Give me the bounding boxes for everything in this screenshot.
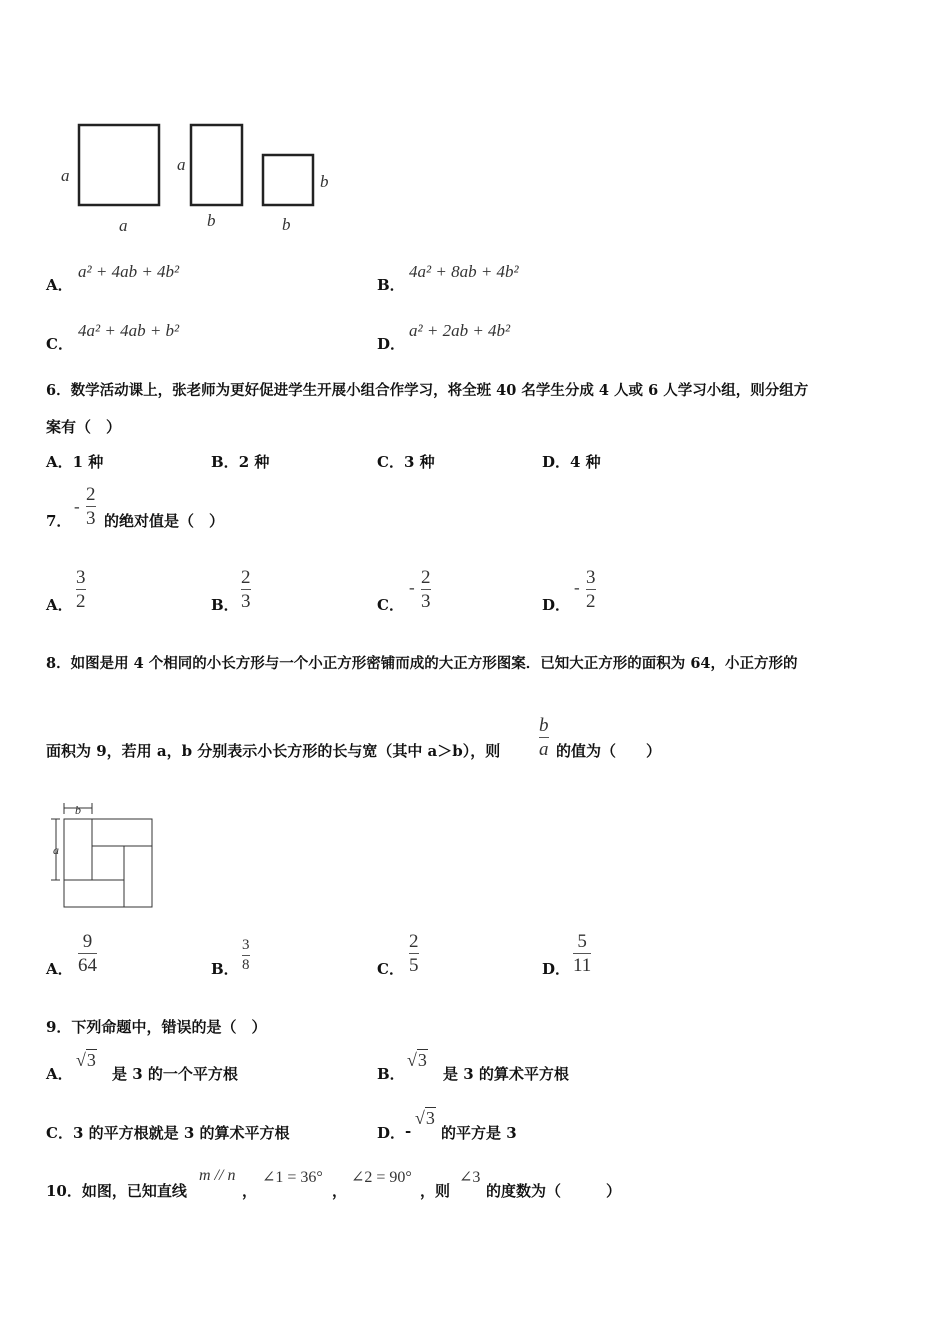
label-rect-a: a — [177, 155, 186, 174]
option-label: B． — [211, 596, 239, 614]
option-expression: a² + 2ab + 4b² — [409, 321, 511, 340]
option-label: D． — [377, 1124, 406, 1142]
q8-option-a[interactable] — [46, 930, 166, 980]
option-expression: a² + 4ab + 4b² — [78, 262, 180, 281]
option-label: A． — [46, 276, 73, 294]
option-fraction: 3 2 — [76, 567, 86, 612]
q10-math-angle1: ∠1 = 36° — [262, 1169, 323, 1186]
q10-math-angle2: ∠2 = 90° — [351, 1169, 412, 1186]
q10-comma-2: ， — [332, 1182, 348, 1200]
q10-math-angle3: ∠3 — [459, 1169, 481, 1186]
q7-option-a[interactable] — [46, 566, 166, 616]
q6-stem-line1: 6．数学活动课上，张老师为更好促进学生开展小组合作学习，将全班 40 名学生分成 4 人或 6 人学习小组，则分组方 — [46, 382, 809, 399]
label-square-b-right: b — [320, 172, 329, 191]
option-fraction: 3 8 — [242, 937, 250, 973]
option-label: C． — [46, 335, 73, 353]
option-label: D． — [542, 960, 571, 978]
sqrt-symbol: √3 — [407, 1050, 427, 1070]
q6-stem-line2: 案有（ ） — [46, 418, 122, 436]
q8-ratio-fraction: b a — [539, 715, 549, 760]
q8-option-d[interactable] — [542, 930, 662, 980]
sqrt-symbol: √3 — [76, 1050, 96, 1070]
rectangle-a-b — [191, 125, 242, 205]
q7-fraction: 2 3 — [86, 484, 96, 529]
q6-option-a[interactable]: A．1 种 — [46, 453, 104, 471]
option-expression: 4a² + 8ab + 4b² — [409, 262, 519, 281]
q6-option-d[interactable]: D．4 种 — [542, 453, 601, 471]
option-label: A． — [46, 960, 73, 978]
q8-stem-line2-post: 的值为（ ） — [556, 742, 662, 760]
label-a: a — [53, 843, 59, 857]
q9-stem: 9．下列命题中，错误的是（ ） — [46, 1018, 267, 1036]
q10-text-post: 的度数为（ ） — [486, 1182, 622, 1200]
option-text: 是 3 的一个平方根 — [112, 1065, 238, 1083]
option-fraction: 9 64 — [78, 931, 97, 976]
label-a-bottom: a — [119, 216, 128, 235]
q7-number: 7． — [46, 512, 72, 530]
option-label: C． — [377, 960, 404, 978]
option-fraction: 5 11 — [573, 931, 592, 976]
label-rect-b: b — [207, 211, 216, 230]
q9-option-a[interactable] — [46, 1050, 366, 1085]
q10-comma-1: ， — [242, 1182, 258, 1200]
q6-option-b[interactable]: B．2 种 — [211, 453, 270, 471]
q8-tiling-figure — [45, 800, 160, 912]
sqrt-symbol: √3 — [415, 1108, 435, 1128]
option-expression: 4a² + 4ab + b² — [78, 321, 180, 340]
option-text: 的平方是 3 — [441, 1124, 517, 1142]
q8-option-c[interactable] — [377, 930, 497, 980]
q9-option-d[interactable] — [377, 1108, 697, 1143]
q7-option-d[interactable] — [542, 566, 662, 616]
option-label: B． — [377, 276, 405, 294]
q9-option-b[interactable] — [377, 1050, 697, 1085]
option-label: A． — [46, 596, 73, 614]
big-square-a — [79, 125, 159, 205]
q9-option-c[interactable]: C．3 的平方根就是 3 的算术平方根 — [46, 1124, 290, 1142]
option-label: B． — [377, 1065, 405, 1083]
option-fraction: 2 3 — [241, 567, 251, 612]
q7-option-b[interactable] — [211, 566, 331, 616]
option-negative-sign: - — [409, 578, 415, 597]
option-fraction: 2 3 — [421, 567, 431, 612]
label-a-left: a — [61, 166, 70, 185]
option-label: C． — [377, 596, 404, 614]
option-label: B． — [211, 960, 239, 978]
option-label: D． — [542, 596, 571, 614]
q7-option-c[interactable] — [377, 566, 497, 616]
q10-stem — [46, 1165, 906, 1205]
q8-stem-line2-pre: 面积为 9，若用 a，b 分别表示小长方形的长与宽（其中 a＞b），则 — [46, 742, 501, 760]
option-negative-sign: - — [574, 578, 580, 597]
label-square-b-bottom: b — [282, 215, 291, 234]
option-negative-sign: - — [405, 1122, 412, 1140]
q7-stem-text: 的绝对值是（ ） — [104, 512, 225, 530]
q6-option-c[interactable]: C．3 种 — [377, 453, 435, 471]
option-text: 是 3 的算术平方根 — [443, 1065, 569, 1083]
figure-squares-rectangle — [55, 115, 345, 240]
q7-negative-sign: - — [74, 497, 80, 516]
option-label: A． — [46, 1065, 73, 1083]
q10-math-parallel: m // n — [199, 1167, 236, 1184]
small-square-b — [263, 155, 313, 205]
label-b: b — [75, 803, 81, 817]
option-fraction: 2 5 — [409, 931, 419, 976]
q8-stem-line1: 8．如图是用 4 个相同的小长方形与一个小正方形密铺而成的大正方形图案．已知大正方形的面积为 64，小正方形的 — [46, 655, 798, 672]
option-label: D． — [377, 335, 406, 353]
q10-text-pre: 10．如图，已知直线 — [46, 1182, 187, 1200]
q10-text-mid: ，则 — [420, 1182, 451, 1200]
q8-option-b[interactable] — [211, 930, 331, 980]
option-fraction: 3 2 — [586, 567, 596, 612]
